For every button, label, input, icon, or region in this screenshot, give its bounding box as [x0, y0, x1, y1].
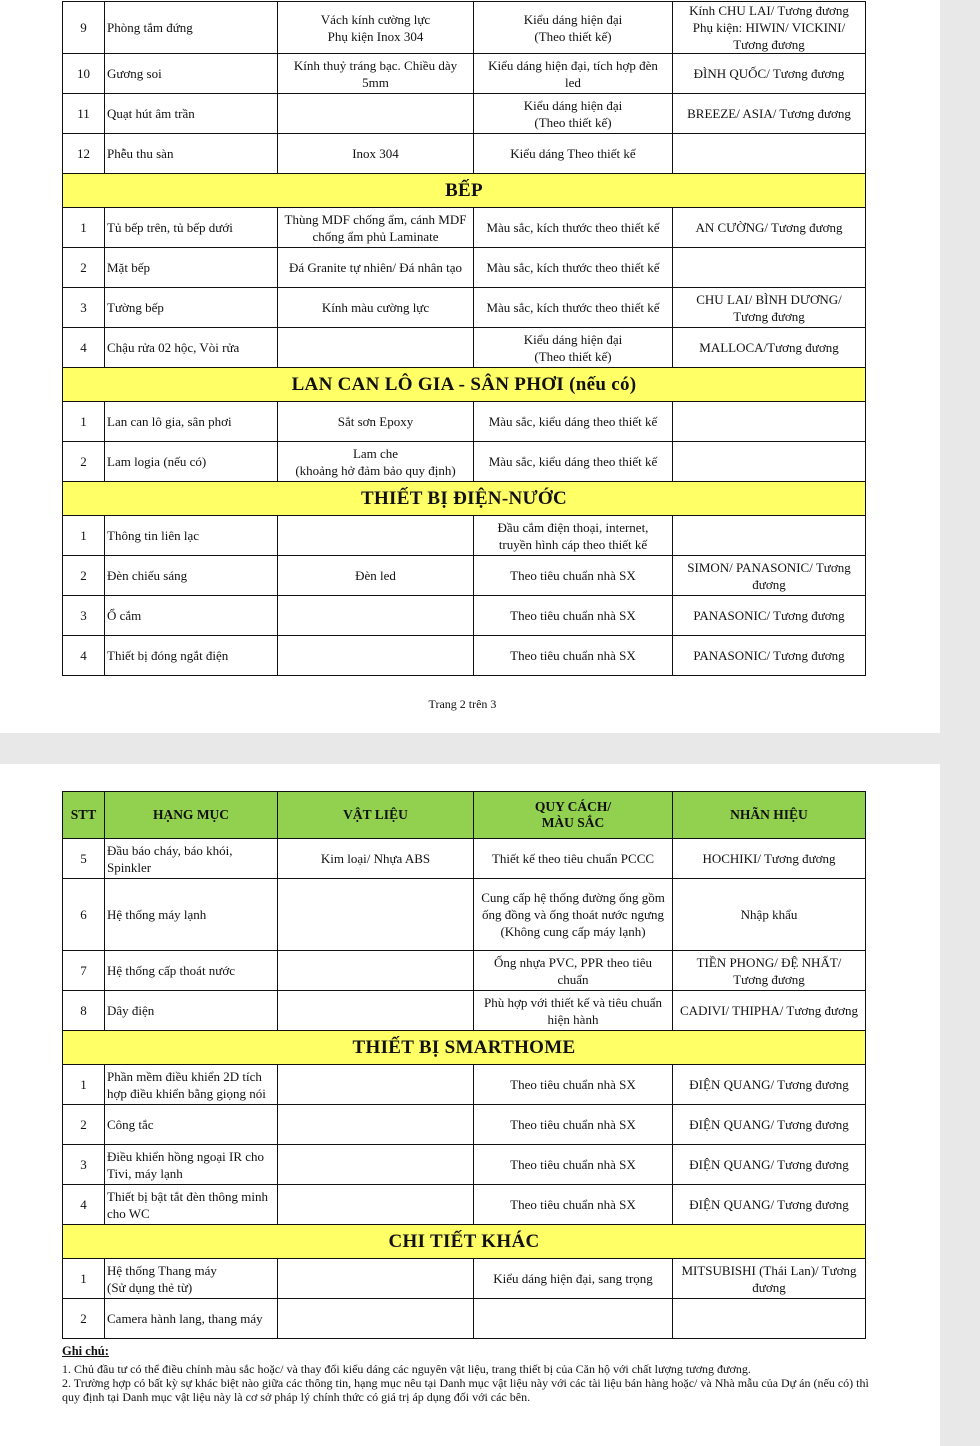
table-row	[63, 1259, 866, 1299]
table-row	[63, 134, 866, 174]
table-row	[63, 2, 866, 54]
cell-brand: CADIVI/ THIPHA/ Tương đương	[673, 991, 866, 1031]
cell-spec: Màu sắc, kiểu dáng theo thiết kế	[474, 402, 673, 442]
cell-stt: 2	[63, 1299, 105, 1339]
table-row	[63, 636, 866, 676]
cell-brand: Kính CHU LAI/ Tương đương Phụ kiện: HIWIN/ VICKINI/ Tương đương	[673, 2, 866, 54]
cell-stt: 1	[63, 1259, 105, 1299]
header-stt: STT	[63, 792, 105, 839]
cell-material	[278, 1145, 474, 1185]
table-row	[63, 1105, 866, 1145]
table-row	[63, 208, 866, 248]
cell-stt: 1	[63, 402, 105, 442]
header-hang-muc: HẠNG MỤC	[105, 792, 278, 839]
cell-item: Phễu thu sàn	[105, 134, 278, 174]
table-row	[63, 288, 866, 328]
cell-item: Hệ thống máy lạnh	[105, 879, 278, 951]
cell-brand: ĐÌNH QUỐC/ Tương đương	[673, 54, 866, 94]
section-header-row	[63, 482, 866, 516]
cell-spec: Ống nhựa PVC, PPR theo tiêu chuẩn	[474, 951, 673, 991]
cell-brand	[673, 134, 866, 174]
header-vat-lieu: VẬT LIỆU	[278, 792, 474, 839]
table-row	[63, 402, 866, 442]
table-row	[63, 328, 866, 368]
table-row	[63, 1185, 866, 1225]
cell-material: Vách kính cường lực Phụ kiện Inox 304	[278, 2, 474, 54]
cell-spec: Màu sắc, kích thước theo thiết kế	[474, 208, 673, 248]
section-header-row	[63, 1225, 866, 1259]
cell-brand: BREEZE/ ASIA/ Tương đương	[673, 94, 866, 134]
cell-material: Kính màu cường lực	[278, 288, 474, 328]
cell-material: Thùng MDF chống ẩm, cánh MDF chống ẩm phủ Laminate	[278, 208, 474, 248]
cell-material: Lam che (khoảng hở đảm bảo quy định)	[278, 442, 474, 482]
cell-stt: 3	[63, 1145, 105, 1185]
cell-stt: 11	[63, 94, 105, 134]
cell-stt: 8	[63, 991, 105, 1031]
section-title: CHI TIẾT KHÁC	[63, 1225, 866, 1259]
cell-stt: 12	[63, 134, 105, 174]
cell-material	[278, 596, 474, 636]
table-row	[63, 951, 866, 991]
cell-material	[278, 1299, 474, 1339]
cell-item: Dây điện	[105, 991, 278, 1031]
section-title: LAN CAN LÔ GIA - SÂN PHƠI (nếu có)	[63, 368, 866, 402]
cell-spec: Theo tiêu chuẩn nhà SX	[474, 1065, 673, 1105]
cell-stt: 4	[63, 328, 105, 368]
cell-brand: ĐIỆN QUANG/ Tương đương	[673, 1145, 866, 1185]
document-page-2	[0, 764, 940, 1446]
cell-brand: ĐIỆN QUANG/ Tương đương	[673, 1105, 866, 1145]
cell-item: Hệ thống Thang máy (Sử dụng thẻ từ)	[105, 1259, 278, 1299]
cell-spec: Phù hợp với thiết kế và tiêu chuẩn hiện hành	[474, 991, 673, 1031]
cell-material: Inox 304	[278, 134, 474, 174]
table-row	[63, 1065, 866, 1105]
cell-spec: Theo tiêu chuẩn nhà SX	[474, 636, 673, 676]
cell-stt: 7	[63, 951, 105, 991]
cell-brand	[673, 402, 866, 442]
cell-material	[278, 636, 474, 676]
cell-spec: Màu sắc, kiểu dáng theo thiết kế	[474, 442, 673, 482]
cell-stt: 4	[63, 636, 105, 676]
header-quy-cach: QUY CÁCH/ MÀU SẮC	[474, 792, 673, 839]
cell-item: Chậu rửa 02 hộc, Vòi rửa	[105, 328, 278, 368]
cell-material	[278, 1185, 474, 1225]
cell-brand: MALLOCA/Tương đương	[673, 328, 866, 368]
cell-spec: Kiểu dáng hiện đại, sang trọng	[474, 1259, 673, 1299]
materials-table-part-2	[62, 791, 866, 1339]
cell-item: Mặt bếp	[105, 248, 278, 288]
cell-item: Tủ bếp trên, tủ bếp dưới	[105, 208, 278, 248]
cell-item: Điều khiển hồng ngoại IR cho Tivi, máy lạnh	[105, 1145, 278, 1185]
cell-brand: ĐIỆN QUANG/ Tương đương	[673, 1185, 866, 1225]
cell-brand: PANASONIC/ Tương đương	[673, 636, 866, 676]
cell-item: Ổ cắm	[105, 596, 278, 636]
section-title: THIẾT BỊ ĐIỆN-NƯỚC	[63, 482, 866, 516]
notes-block	[62, 1344, 882, 1404]
cell-brand: ĐIỆN QUANG/ Tương đương	[673, 1065, 866, 1105]
cell-stt: 5	[63, 839, 105, 879]
table-row	[63, 516, 866, 556]
table-row	[63, 991, 866, 1031]
cell-spec: Theo tiêu chuẩn nhà SX	[474, 556, 673, 596]
note-item: 2. Trường hợp có bất kỳ sự khác biệt nào giữa các thông tin, hạng mục nêu tại Danh mục vật liệu này với các tài liệu bán hàng hoặc/ và Nhà mẫu của Dự án (nếu có) thì quy định tại Danh mục vật liệu này là cơ sở pháp lý chính thức có giá trị áp dụng đối với các bên.	[62, 1376, 869, 1404]
cell-material	[278, 516, 474, 556]
cell-brand	[673, 442, 866, 482]
cell-item: Lam logia (nếu có)	[105, 442, 278, 482]
cell-material: Kính thuỷ tráng bạc. Chiều dày 5mm	[278, 54, 474, 94]
table-row	[63, 879, 866, 951]
cell-spec: Cung cấp hệ thống đường ống gồm ống đồng và ống thoát nước ngưng (Không cung cấp máy lạnh)	[474, 879, 673, 951]
cell-item: Lan can lô gia, sân phơi	[105, 402, 278, 442]
cell-brand: AN CƯỜNG/ Tương đương	[673, 208, 866, 248]
cell-stt: 2	[63, 248, 105, 288]
table-row	[63, 248, 866, 288]
cell-spec: Đầu cắm điện thoại, internet, truyền hình cáp theo thiết kế	[474, 516, 673, 556]
cell-item: Đầu báo cháy, báo khói, Spinkler	[105, 839, 278, 879]
cell-spec: Thiết kế theo tiêu chuẩn PCCC	[474, 839, 673, 879]
materials-table-part-1	[62, 1, 866, 676]
cell-item: Thông tin liên lạc	[105, 516, 278, 556]
cell-spec: Màu sắc, kích thước theo thiết kế	[474, 248, 673, 288]
cell-material: Đèn led	[278, 556, 474, 596]
cell-item: Hệ thống cấp thoát nước	[105, 951, 278, 991]
cell-spec: Theo tiêu chuẩn nhà SX	[474, 596, 673, 636]
cell-item: Phòng tắm đứng	[105, 2, 278, 54]
table-row	[63, 94, 866, 134]
table-row	[63, 54, 866, 94]
header-nhan-hieu: NHÃN HIỆU	[673, 792, 866, 839]
cell-stt: 3	[63, 288, 105, 328]
table-header-row	[63, 792, 866, 839]
table-row	[63, 839, 866, 879]
section-title: BẾP	[63, 174, 866, 208]
cell-item: Quạt hút âm trần	[105, 94, 278, 134]
cell-stt: 9	[63, 2, 105, 54]
cell-spec: Kiểu dáng hiện đại (Theo thiết kế)	[474, 328, 673, 368]
cell-brand: SIMON/ PANASONIC/ Tương đương	[673, 556, 866, 596]
cell-item: Phần mềm điều khiển 2D tích hợp điều khiển bằng giọng nói	[105, 1065, 278, 1105]
cell-brand	[673, 516, 866, 556]
notes-title: Ghi chú:	[62, 1344, 109, 1358]
cell-brand	[673, 248, 866, 288]
cell-material: Kim loại/ Nhựa ABS	[278, 839, 474, 879]
table-row	[63, 556, 866, 596]
cell-brand: HOCHIKI/ Tương đương	[673, 839, 866, 879]
cell-stt: 1	[63, 1065, 105, 1105]
cell-item: Gương soi	[105, 54, 278, 94]
cell-brand	[673, 1299, 866, 1339]
cell-brand: MITSUBISHI (Thái Lan)/ Tương đương	[673, 1259, 866, 1299]
cell-spec: Kiểu dáng hiện đại (Theo thiết kế)	[474, 94, 673, 134]
cell-material	[278, 1259, 474, 1299]
cell-spec: Kiểu dáng hiện đại, tích hợp đèn led	[474, 54, 673, 94]
cell-material	[278, 94, 474, 134]
cell-material	[278, 1105, 474, 1145]
cell-spec	[474, 1299, 673, 1339]
table-row	[63, 1145, 866, 1185]
cell-stt: 2	[63, 556, 105, 596]
section-header-row	[63, 1031, 866, 1065]
cell-material: Đá Granite tự nhiên/ Đá nhân tạo	[278, 248, 474, 288]
cell-item: Đèn chiếu sáng	[105, 556, 278, 596]
cell-material	[278, 879, 474, 951]
cell-item: Công tắc	[105, 1105, 278, 1145]
table-row	[63, 1299, 866, 1339]
note-item: 1. Chủ đầu tư có thể điều chỉnh màu sắc hoặc/ và thay đổi kiểu dáng các nguyên vật liệu, trang thiết bị của Căn hộ với chất lượng tương đương.	[62, 1362, 751, 1376]
cell-stt: 6	[63, 879, 105, 951]
document-page-1	[0, 0, 940, 733]
cell-stt: 3	[63, 596, 105, 636]
cell-brand: Nhập khẩu	[673, 879, 866, 951]
cell-material	[278, 991, 474, 1031]
section-header-row	[63, 174, 866, 208]
cell-stt: 2	[63, 442, 105, 482]
cell-spec: Theo tiêu chuẩn nhà SX	[474, 1185, 673, 1225]
cell-item: Camera hành lang, thang máy	[105, 1299, 278, 1339]
cell-stt: 10	[63, 54, 105, 94]
cell-item: Tường bếp	[105, 288, 278, 328]
cell-brand: CHU LAI/ BÌNH DƯƠNG/ Tương đương	[673, 288, 866, 328]
cell-spec: Màu sắc, kích thước theo thiết kế	[474, 288, 673, 328]
cell-brand: PANASONIC/ Tương đương	[673, 596, 866, 636]
cell-material: Sắt sơn Epoxy	[278, 402, 474, 442]
cell-spec: Theo tiêu chuẩn nhà SX	[474, 1145, 673, 1185]
cell-brand: TIỀN PHONG/ ĐỆ NHẤT/ Tương đương	[673, 951, 866, 991]
cell-spec: Kiểu dáng Theo thiết kế	[474, 134, 673, 174]
cell-material	[278, 1065, 474, 1105]
section-title: THIẾT BỊ SMARTHOME	[63, 1031, 866, 1065]
page-footer: Trang 2 trên 3	[428, 697, 497, 711]
cell-stt: 2	[63, 1105, 105, 1145]
cell-material	[278, 328, 474, 368]
cell-spec: Theo tiêu chuẩn nhà SX	[474, 1105, 673, 1145]
cell-material	[278, 951, 474, 991]
cell-stt: 1	[63, 208, 105, 248]
cell-spec: Kiểu dáng hiện đại (Theo thiết kế)	[474, 2, 673, 54]
section-header-row	[63, 368, 866, 402]
cell-stt: 1	[63, 516, 105, 556]
cell-item: Thiết bị bật tắt đèn thông minh cho WC	[105, 1185, 278, 1225]
table-row	[63, 596, 866, 636]
cell-item: Thiết bị đóng ngắt điện	[105, 636, 278, 676]
table-row	[63, 442, 866, 482]
cell-stt: 4	[63, 1185, 105, 1225]
